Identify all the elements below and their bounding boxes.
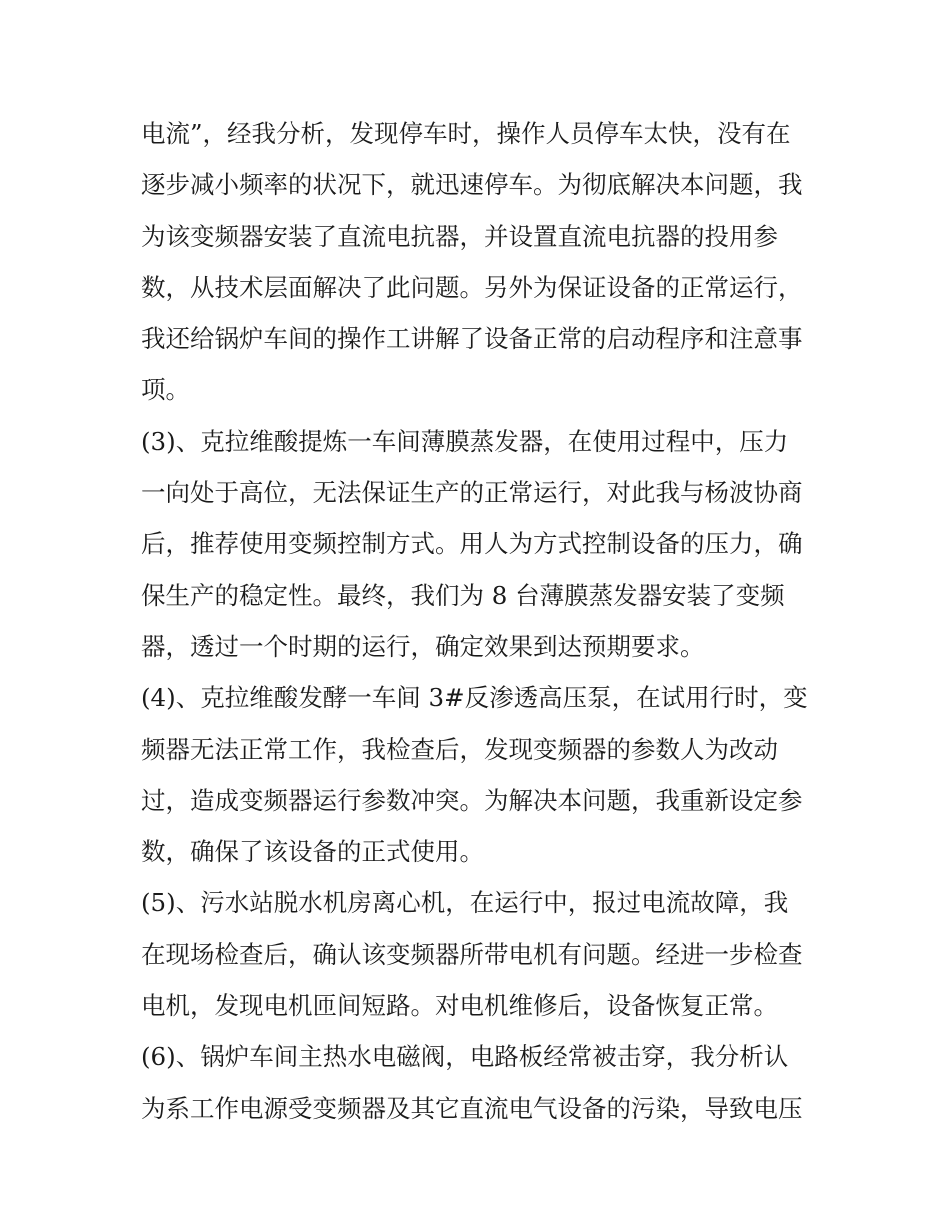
text-line: 电机，发现电机匝间短路。对电机维修后，设备恢复正常。 <box>141 991 778 1021</box>
text-line: 为该变频器安装了直流电抗器，并设置直流电抗器的投用参 <box>141 221 778 251</box>
text-line: (5)、污水站脱水机房离心机，在运行中，报过电流故障，我 <box>141 888 789 918</box>
text-line: 保生产的稳定性。最终，我们为 8 台薄膜蒸发器安装了变频 <box>141 580 785 610</box>
text-line: 后，推荐使用变频控制方式。用人为方式控制设备的压力，确 <box>141 529 803 559</box>
body-text <box>141 108 831 1134</box>
text-line: 数，从技术层面解决了此问题。另外为保证设备的正常运行， <box>141 272 803 302</box>
text-line: 为系工作电源受变频器及其它直流电气设备的污染，导致电压 <box>141 1093 803 1123</box>
text-line: 过，造成变频器运行参数冲突。为解决本问题，我重新设定参 <box>141 785 803 815</box>
text-line: (3)、克拉维酸提炼一车间薄膜蒸发器，在使用过程中，压力 <box>141 426 789 456</box>
text-line: (6)、锅炉车间主热水电磁阀，电路板经常被击穿，我分析认 <box>141 1042 789 1072</box>
text-line: (4)、克拉维酸发酵一车间 3#反渗透高压泵，在试用行时，变 <box>141 683 808 713</box>
text-line: 项。 <box>141 375 190 405</box>
text-line: 在现场检查后，确认该变频器所带电机有问题。经进一步检查 <box>141 939 803 969</box>
text-line: 我还给锅炉车间的操作工讲解了设备正常的启动程序和注意事 <box>141 324 803 354</box>
text-line: 电流”，经我分析，发现停车时，操作人员停车太快，没有在 <box>141 119 791 148</box>
text-line: 数，确保了该设备的正式使用。 <box>141 837 484 867</box>
text-line: 一向处于高位，无法保证生产的正常运行，对此我与杨波协商 <box>141 478 803 508</box>
text-line: 逐步减小频率的状况下，就迅速停车。为彻底解决本问题，我 <box>141 170 803 200</box>
text-line: 频器无法正常工作，我检查后，发现变频器的参数人为改动 <box>141 734 778 764</box>
text-line: 器，透过一个时期的运行，确定效果到达预期要求。 <box>141 631 705 661</box>
